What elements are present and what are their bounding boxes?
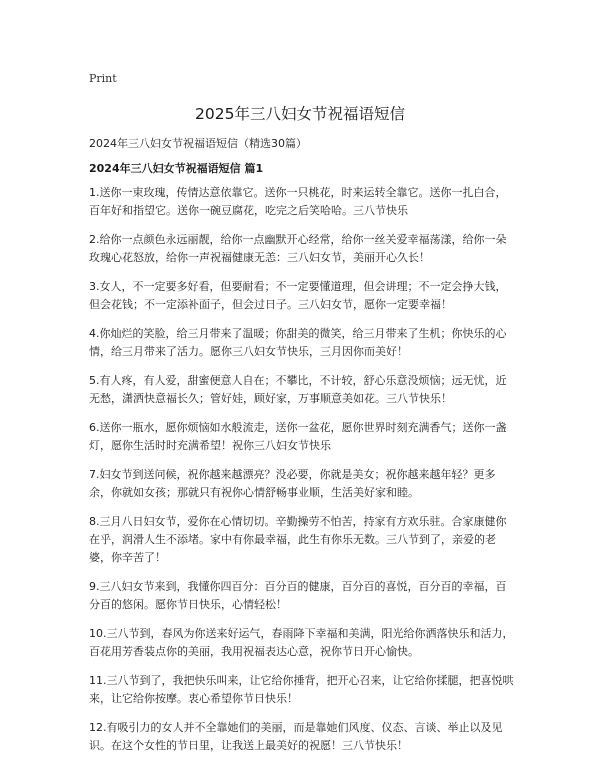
section-heading: 2024年三八妇女节祝福语短信 篇1 — [89, 162, 264, 175]
paragraph-8: 8.三月八日妇女节，爱你在心情切切。辛勤操劳不怕苦，持家有方欢乐驻。合家康健你在乎，润滑人生不添堵。家中有你最幸福，此生有你乐无数。三八节到了，亲爱的老婆，你辛苦了！ — [89, 515, 507, 564]
paragraph-5: 5.有人疼，有人爱，甜蜜便意人自在；不攀比，不计较，舒心乐意没烦恼；远无忧，近无愁，潇洒快意福长久；管好娃，顾好家，万事顺意美如花。三八节快乐！ — [89, 374, 507, 405]
paragraph-10: 10.三八节到，春风为你送来好运气，春雨降下幸福和美满，阳光给你洒落快乐和活力，百花用芳香装点你的美丽，我用祝福表达心意，祝你节日开心愉快。 — [89, 627, 514, 658]
paragraph-7: 7.妇女节到送问候，祝你越来越漂亮？没必要，你就是美女；祝你越来越年轻？更多余，你就如女孩；那就只有祝你心情舒畅事业顺，生活美好家和睦。 — [89, 468, 496, 499]
paragraph-2: 2.给你一点颜色永远丽靓，给你一点幽默开心经常，给你一丝关爱幸福荡漾，给你一朵玫瑰心花怒放，给你一声祝福健康无恙：三八妇女节，美丽开心久长！ — [89, 233, 507, 264]
paragraph-1: 1.送你一束玫瑰，传情达意依靠它。送你一只桃花，时来运转全靠它。送你一扎白合，百年好和指望它。送你一碗豆腐花，吃完之后笑哈哈。三八节快乐 — [89, 186, 507, 217]
paragraph-list — [89, 184, 514, 766]
paragraph-9: 9.三八妇女节来到，我懂你四百分：百分百的健康，百分百的喜悦，百分百的幸福，百分百的悠闲。愿你节日快乐，心情轻松！ — [89, 580, 507, 611]
paragraph-11: 11.三八节到了，我把快乐叫来，让它给你捶背，把开心召来，让它给你揉腿，把喜悦哄来，让它给你按摩。衷心希望你节日快乐！ — [89, 674, 514, 705]
paragraph-12: 12.有吸引力的女人并不全靠她们的美丽，而是靠她们风度、仪态、言谈、举止以及见识。在这个女性的节日里，让我送上最美好的祝愿！三八节快乐！ — [89, 721, 503, 752]
paragraph-6: 6.送你一瓶水，愿你烦恼如水般流走，送你一盆花，愿你世界时刻充满香气；送你一盏灯，愿你生活时时充满希望！祝你三八妇女节快乐 — [89, 421, 507, 452]
paragraph-3: 3.女人，不一定要多好看，但要耐看；不一定要懂道理，但会讲理；不一定会挣大钱，但会花钱；不一定添补面子，但会过日子。三八妇女节，愿你一定要幸福！ — [89, 280, 507, 311]
page-subtitle: 2024年三八妇女节祝福语短信（精选30篇） — [89, 137, 307, 150]
paragraph-4: 4.你灿烂的笑脸，给三月带来了温暖；你甜美的微笑，给三月带来了生机；你快乐的心情，给三月带来了活力。愿你三八妇女节快乐，三月因你而美好！ — [89, 327, 507, 358]
print-link[interactable]: Print — [89, 72, 117, 85]
page-title: 2025年三八妇女节祝福语短信 — [195, 105, 405, 123]
